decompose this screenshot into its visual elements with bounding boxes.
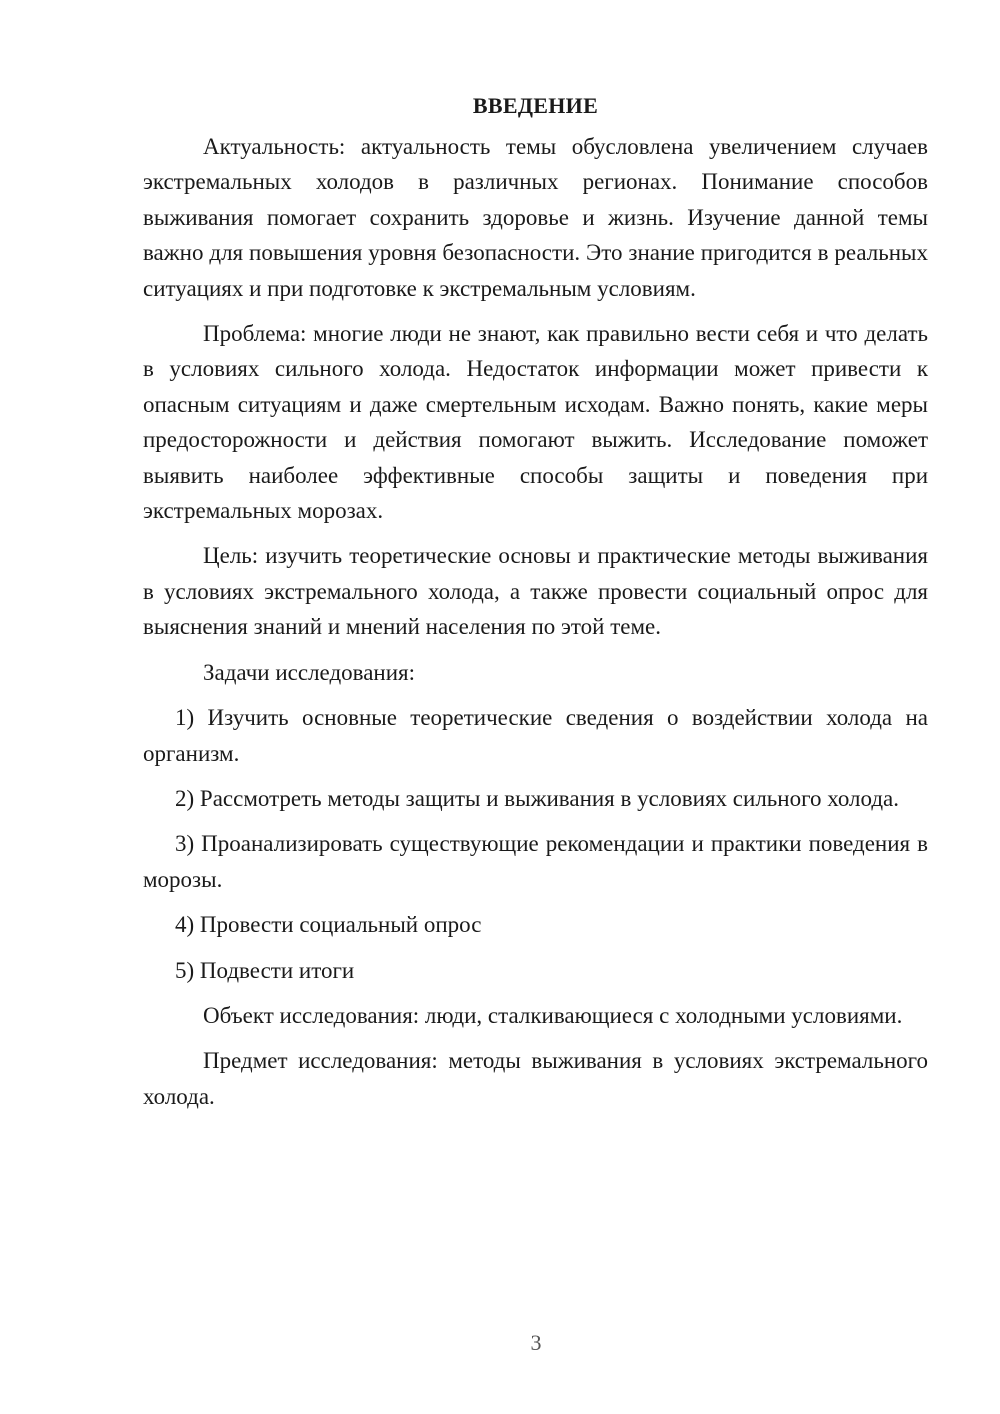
document-page: [143, 88, 928, 1124]
page-number: 3: [530, 1330, 542, 1355]
paragraph-problem: Проблема: многие люди не знают, как правильно вести себя и что делать в условиях сильного холода. Недостаток информации может привести к опасным ситуациям и даже смертельным исходам. Важно понять, какие меры предосторожности и действия помогают выжить. Исследование поможет выявить наиболее эффективные способы защиты и поведения при экстремальных морозах.: [143, 321, 928, 524]
paragraph-goal: Цель: изучить теоретические основы и практические методы выживания в условиях экстремального холода, а также провести социальный опрос для выяснения знаний и мнений населения по этой теме.: [143, 543, 928, 640]
paragraph-subject: Предмет исследования: методы выживания в условиях экстремального холода.: [143, 1048, 928, 1109]
paragraph-object: Объект исследования: люди, сталкивающиеся с холодными условиями.: [203, 1002, 903, 1028]
task-item-2: 2) Рассмотреть методы защиты и выживания в условиях сильного холода.: [175, 785, 900, 811]
task-item-3: 3) Проанализировать существующие рекомендации и практики поведения в морозы.: [143, 831, 928, 892]
paragraph-relevance: Актуальность: актуальность темы обусловлена увеличением случаев экстремальных холодов в различных регионах. Понимание способов выживания помогает сохранить здоровье и жизнь. Изучение данной темы важно для повышения уровня безопасности. Это знание пригодится в реальных ситуациях и при подготовке к экстремальным условиям.: [143, 134, 928, 301]
paragraph-tasks-heading: Задачи исследования:: [203, 659, 416, 685]
section-title: ВВЕДЕНИЕ: [472, 93, 599, 118]
task-item-5: 5) Подвести итоги: [175, 957, 355, 983]
task-item-1: 1) Изучить основные теоретические сведения о воздействии холода на организм.: [143, 705, 928, 766]
task-item-4: 4) Провести социальный опрос: [175, 912, 482, 938]
